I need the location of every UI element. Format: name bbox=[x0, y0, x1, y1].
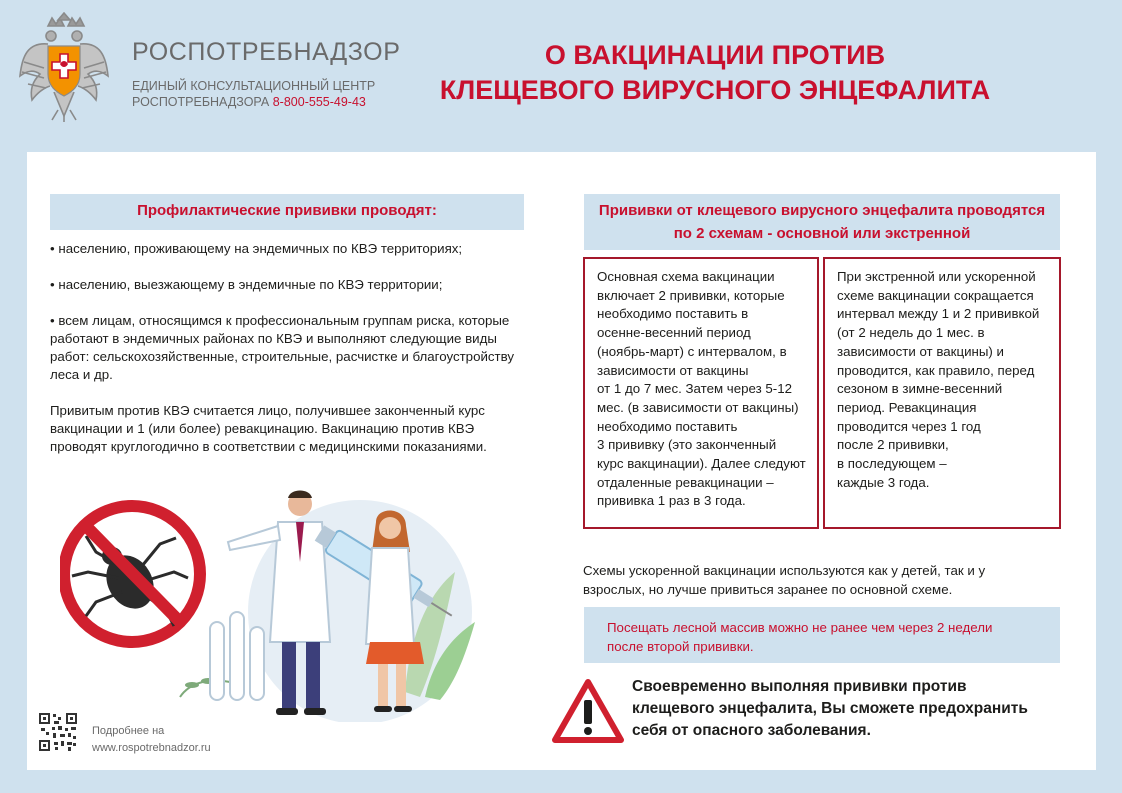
emergency-scheme-line: период. Ревакцинация bbox=[837, 399, 977, 415]
list-item: • населению, проживающему на эндемичных по КВЭ территориях; bbox=[50, 241, 463, 256]
note-line: взрослых, но лучше привиться заранее по основной схеме. bbox=[583, 582, 953, 597]
main-scheme-line: осенне-весенний период bbox=[597, 325, 751, 341]
page-title bbox=[420, 38, 1010, 108]
more-info-label: Подробнее на bbox=[92, 725, 165, 737]
org-name: РОСПОТРЕБНАДЗОР bbox=[132, 38, 401, 66]
emergency-scheme-box bbox=[823, 257, 1061, 529]
main-scheme-box bbox=[583, 257, 819, 529]
org-subtitle-line2: РОСПОТРЕБНАДЗОРА bbox=[132, 95, 270, 109]
more-info bbox=[92, 723, 211, 757]
emergency-scheme-line: зависимости от вакцины) и bbox=[837, 343, 1004, 359]
hotline-phone[interactable]: 8-800-555-49-43 bbox=[272, 95, 366, 109]
emergency-scheme-line: в последующем – bbox=[837, 456, 947, 472]
warning-triangle-icon bbox=[552, 678, 624, 744]
qr-code-icon[interactable] bbox=[38, 712, 78, 752]
no-tick-icon bbox=[64, 506, 200, 642]
forest-notice-line: Посещать лесной массив можно не ранее чем через 2 недели bbox=[607, 620, 993, 635]
warning-line: клещевого энцефалита, Вы сможете предохранить bbox=[632, 700, 1028, 717]
emergency-scheme-line: схеме вакцинации сокращается bbox=[837, 287, 1034, 303]
schemes-heading-line1: Прививки от клещевого вирусного энцефалита проводятся bbox=[598, 202, 1046, 219]
emergency-scheme-line: (от 2 недель до 1 мес. в bbox=[837, 325, 985, 341]
warning-message bbox=[632, 676, 1028, 742]
warning-line: себя от опасного заболевания. bbox=[632, 722, 871, 739]
main-scheme-line: от 1 до 7 мес. Затем через 5-12 bbox=[597, 381, 793, 397]
warning-line: Своевременно выполняя прививки против bbox=[632, 678, 967, 695]
emblem-icon bbox=[18, 12, 110, 124]
prevention-heading: Профилактические прививки проводят: bbox=[50, 194, 524, 230]
emergency-scheme-line: При экстренной или ускоренной bbox=[837, 269, 1036, 284]
website-link[interactable]: www.rospotrebnadzor.ru bbox=[92, 742, 211, 754]
main-scheme-line: зависимости от вакцины bbox=[597, 362, 749, 378]
prevention-list bbox=[50, 240, 526, 474]
emergency-scheme-line: после 2 прививки, bbox=[837, 437, 949, 453]
emergency-scheme-line: каждые 3 года. bbox=[837, 474, 930, 490]
doctors-illustration bbox=[60, 482, 480, 722]
main-scheme-line: курс вакцинации). Далее следуют bbox=[597, 456, 806, 472]
list-item: • всем лицам, относящимся к профессиональным группам риска, которые работают в эндемичных районах по КВЭ и выполняют следующие виды работ: сельскохозяйственные, строительные, расчистке и благоустройству леса и др. bbox=[50, 313, 515, 382]
forest-notice-line: после второй прививки. bbox=[607, 639, 754, 654]
page-title-line1: О ВАКЦИНАЦИИ ПРОТИВ bbox=[544, 40, 886, 70]
note-line: Схемы ускоренной вакцинации используются как у детей, так и у bbox=[583, 563, 986, 578]
main-scheme-line: необходимо поставить bbox=[597, 418, 738, 434]
forest-visit-notice bbox=[584, 607, 1060, 663]
main-scheme-line: прививка 1 раз в 3 года. bbox=[597, 493, 746, 509]
main-scheme-line: отдаленные ревакцинации – bbox=[597, 474, 774, 490]
emergency-scheme-line: проводится, как правило, перед bbox=[837, 362, 1035, 378]
list-item: • населению, выезжающему в эндемичные по КВЭ территории; bbox=[50, 277, 443, 292]
main-scheme-line: 3 прививку (это законченный bbox=[597, 437, 777, 453]
schemes-heading bbox=[584, 194, 1060, 250]
main-scheme-line: необходимо поставить в bbox=[597, 306, 749, 322]
main-scheme-line: Основная схема вакцинации bbox=[597, 269, 775, 284]
accelerated-scheme-note bbox=[583, 561, 1053, 599]
emergency-scheme-line: проводится через 1 год bbox=[837, 418, 981, 434]
emergency-scheme-line: интервал между 1 и 2 прививкой bbox=[837, 306, 1040, 322]
org-subtitle-line1: ЕДИНЫЙ КОНСУЛЬТАЦИОННЫЙ ЦЕНТР bbox=[132, 79, 376, 93]
org-subtitle bbox=[132, 78, 375, 110]
vaccinated-definition: Привитым против КВЭ считается лицо, получившее законченный курс вакцинации и 1 (или более) ревакцинацию. Вакцинацию против КВЭ проводят круглогодично в соответствии с медицинскими показаниями. bbox=[50, 403, 487, 454]
main-scheme-line: включает 2 прививки, которые bbox=[597, 287, 785, 303]
main-scheme-line: (ноябрь-март) с интервалом, в bbox=[597, 343, 787, 359]
main-scheme-line: мес. (в зависимости от вакцины) bbox=[597, 399, 799, 415]
schemes-heading-line2: по 2 схемам - основной или экстренной bbox=[673, 225, 971, 242]
page-title-line2: КЛЕЩЕВОГО ВИРУСНОГО ЭНЦЕФАЛИТА bbox=[439, 75, 991, 105]
emergency-scheme-line: сезоном в зимне-весенний bbox=[837, 381, 1003, 397]
